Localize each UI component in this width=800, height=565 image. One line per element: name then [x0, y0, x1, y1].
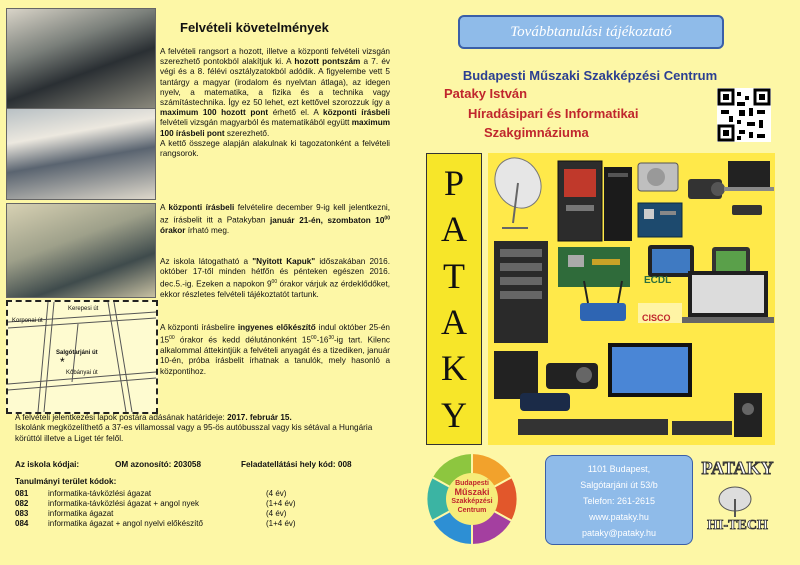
map-street-kobanyai: Kőbányai út [66, 370, 98, 376]
school-name-line2: Híradásipari és Informatikai [468, 106, 639, 121]
address-line[interactable]: pataky@pataky.hu [581, 528, 656, 538]
ecdl-label: ECDL [644, 275, 672, 286]
phone-icon [520, 393, 570, 411]
vertical-pataky-banner [426, 153, 482, 445]
brochure-title: Továbbtanulási tájékoztató [458, 15, 724, 49]
tv-icon [608, 343, 692, 397]
program-row [15, 499, 299, 509]
program-years: (4 év) [266, 489, 287, 498]
program-row [15, 519, 299, 529]
address-line: 1101 Budapest, [587, 464, 651, 474]
cisco-label: CISCO [642, 313, 671, 323]
map-star: * [60, 355, 65, 369]
hard-drive-icon [638, 163, 678, 191]
open-days-paragraph: Az iskola látogatható a "Nyitott Kapuk" időszakában 2016. október 17-től minden hétfőn és pénteken egészen 2016. dec.5.-ig. Ezeken a napokon $9^{00}$ órakor várjuk az érdeklődőket, ekkor részletes felvételi tájékoztatót tartunk. [160, 257, 390, 300]
students-photo [6, 108, 156, 200]
circuit-board-icon [558, 247, 630, 287]
usb-stick-icon [732, 205, 762, 215]
om-code: OM azonosító: 203058 [115, 460, 201, 469]
camera-icon [688, 179, 725, 199]
program-code: 081 [15, 489, 29, 498]
brand-hitech: HI-TECH [707, 518, 768, 533]
address-line[interactable]: www.pataky.hu [589, 512, 649, 522]
program-code: 083 [15, 509, 29, 518]
banner-letter: K [441, 348, 467, 389]
requirements-heading: Felvételi követelmények [180, 20, 329, 35]
codes-label: Az iskola kódjai: [15, 460, 80, 469]
codes-row [15, 460, 395, 470]
pc-case-icon [558, 161, 602, 241]
center-name: Budapesti Műszaki Szakképzési Centrum [462, 68, 718, 83]
site-code: Feladatellátási hely kód: 008 [241, 460, 352, 469]
speaker-icon [734, 393, 762, 437]
program-years: (1+4 év) [266, 519, 296, 528]
location-map [6, 300, 158, 414]
right-panel [400, 0, 800, 565]
program-name: informatika-távközlési ágazat + angol nyek [48, 499, 199, 508]
address-box [545, 455, 693, 545]
program-code: 084 [15, 519, 29, 528]
switch-icon [518, 419, 668, 435]
logo-text: Budapesti Műszaki Szakképzési Centrum [451, 480, 493, 514]
tech-collage [488, 153, 775, 445]
laptop-2-icon [682, 271, 774, 323]
program-row [15, 509, 299, 519]
pataky-hitech-logo [695, 458, 780, 550]
program-code: 082 [15, 499, 29, 508]
map-street-kerepesi: Kerepesi út [68, 306, 99, 312]
program-years: (1+4 év) [266, 499, 296, 508]
school-name-line1: Pataky István [444, 86, 528, 101]
map-street-salgotarjani: Salgótarjáni út [56, 350, 98, 356]
banner-letter: A [441, 302, 467, 343]
laptop-icon [724, 161, 774, 191]
banner-letter: T [443, 255, 465, 296]
program-table [15, 489, 299, 529]
program-name: informatika ágazat + angol nyelvi előkészítő [48, 519, 203, 528]
ups-icon [494, 351, 538, 399]
program-years: (4 év) [266, 509, 287, 518]
banner-letter: A [441, 209, 467, 250]
program-name: informatika ágazat [48, 509, 114, 518]
projector-icon [546, 363, 598, 389]
qr-code[interactable] [717, 88, 771, 142]
deadline-text: A felvételi jelentkezési lapok postára adásának határideje: 2017. február 15. Iskolánk megközelíthető a 37-es villamossal vagy a 95-ös autóbusszal vagy kis sétával a Hungária körúttól illetve a Liget tér felől. [15, 413, 373, 443]
program-name: informatika-távközlési ágazat [48, 489, 152, 498]
map-street-korponai: Korponai út [12, 318, 43, 324]
keyboard-icon [672, 421, 732, 435]
lab-photo [6, 203, 156, 298]
address-line: Telefon: 261-2615 [582, 496, 656, 506]
banner-letter: Y [441, 394, 467, 435]
tablet-icon [648, 245, 694, 277]
tower-icon [604, 167, 632, 241]
prep-course-paragraph: A központi írásbelire ingyenes előkészítő indul október 25-én $15^{00}$ órakor és kedd délutánonként $15^{00}-16^{30}-ig$ tart. Kilenc alkalommal áttekintjük a felvételi anyagát és a tizediken, január 10-én, próba írásbelit írhatnak a tanulók, mely hasonló a központihoz. [160, 323, 390, 376]
program-row [15, 489, 299, 499]
satellite-dish-icon [488, 153, 550, 228]
areas-title: Tanulmányi terület kódok: [15, 477, 117, 486]
school-name-line3: Szakgimnáziuma [484, 125, 589, 140]
satellite-emblem-icon [695, 479, 780, 519]
bmszc-logo [424, 451, 520, 547]
exam-paragraph: A központi írásbeli felvételire december 9-ig kell jelentkezni, az írásbelit itt a Patakyban január 21-én, szombaton $10^{00}$ órakor írható meg. [160, 203, 390, 236]
server-rack-icon [494, 241, 548, 343]
motherboard-icon [638, 203, 682, 237]
brand-pataky: PATAKY [701, 458, 774, 478]
classroom-photo-1 [6, 8, 156, 110]
gps-device-icon [712, 247, 750, 275]
banner-letter: P [443, 163, 465, 204]
points-paragraph: A felvételi rangsort a hozott, illetve a központi felvételi vizsgán szerezhető pontokból alakítjuk ki. A hozott pontszám a 7. év végi és a 8. félévi osztályzatokból adódik. A figyelembe vett 5 tantárgy a magyar (irodalom és nyelvtan átlaga), az idegen nyelv, a matematika, a fizika és a technika vagy számítástechnika. Így ez 50 lehet, ezt kettővel szorozzuk így a maximum 100 hozott pont érhető el. A központi írásbeli felvételi vizsgán magyarból és matematikából együtt maximum 100 írásbeli pont szerezhető. A kettő összege alapján alakulnak ki tagozatonként a felvételi rangsorok. [160, 47, 390, 159]
address-line: Salgótarjáni út 53/b [580, 480, 658, 490]
